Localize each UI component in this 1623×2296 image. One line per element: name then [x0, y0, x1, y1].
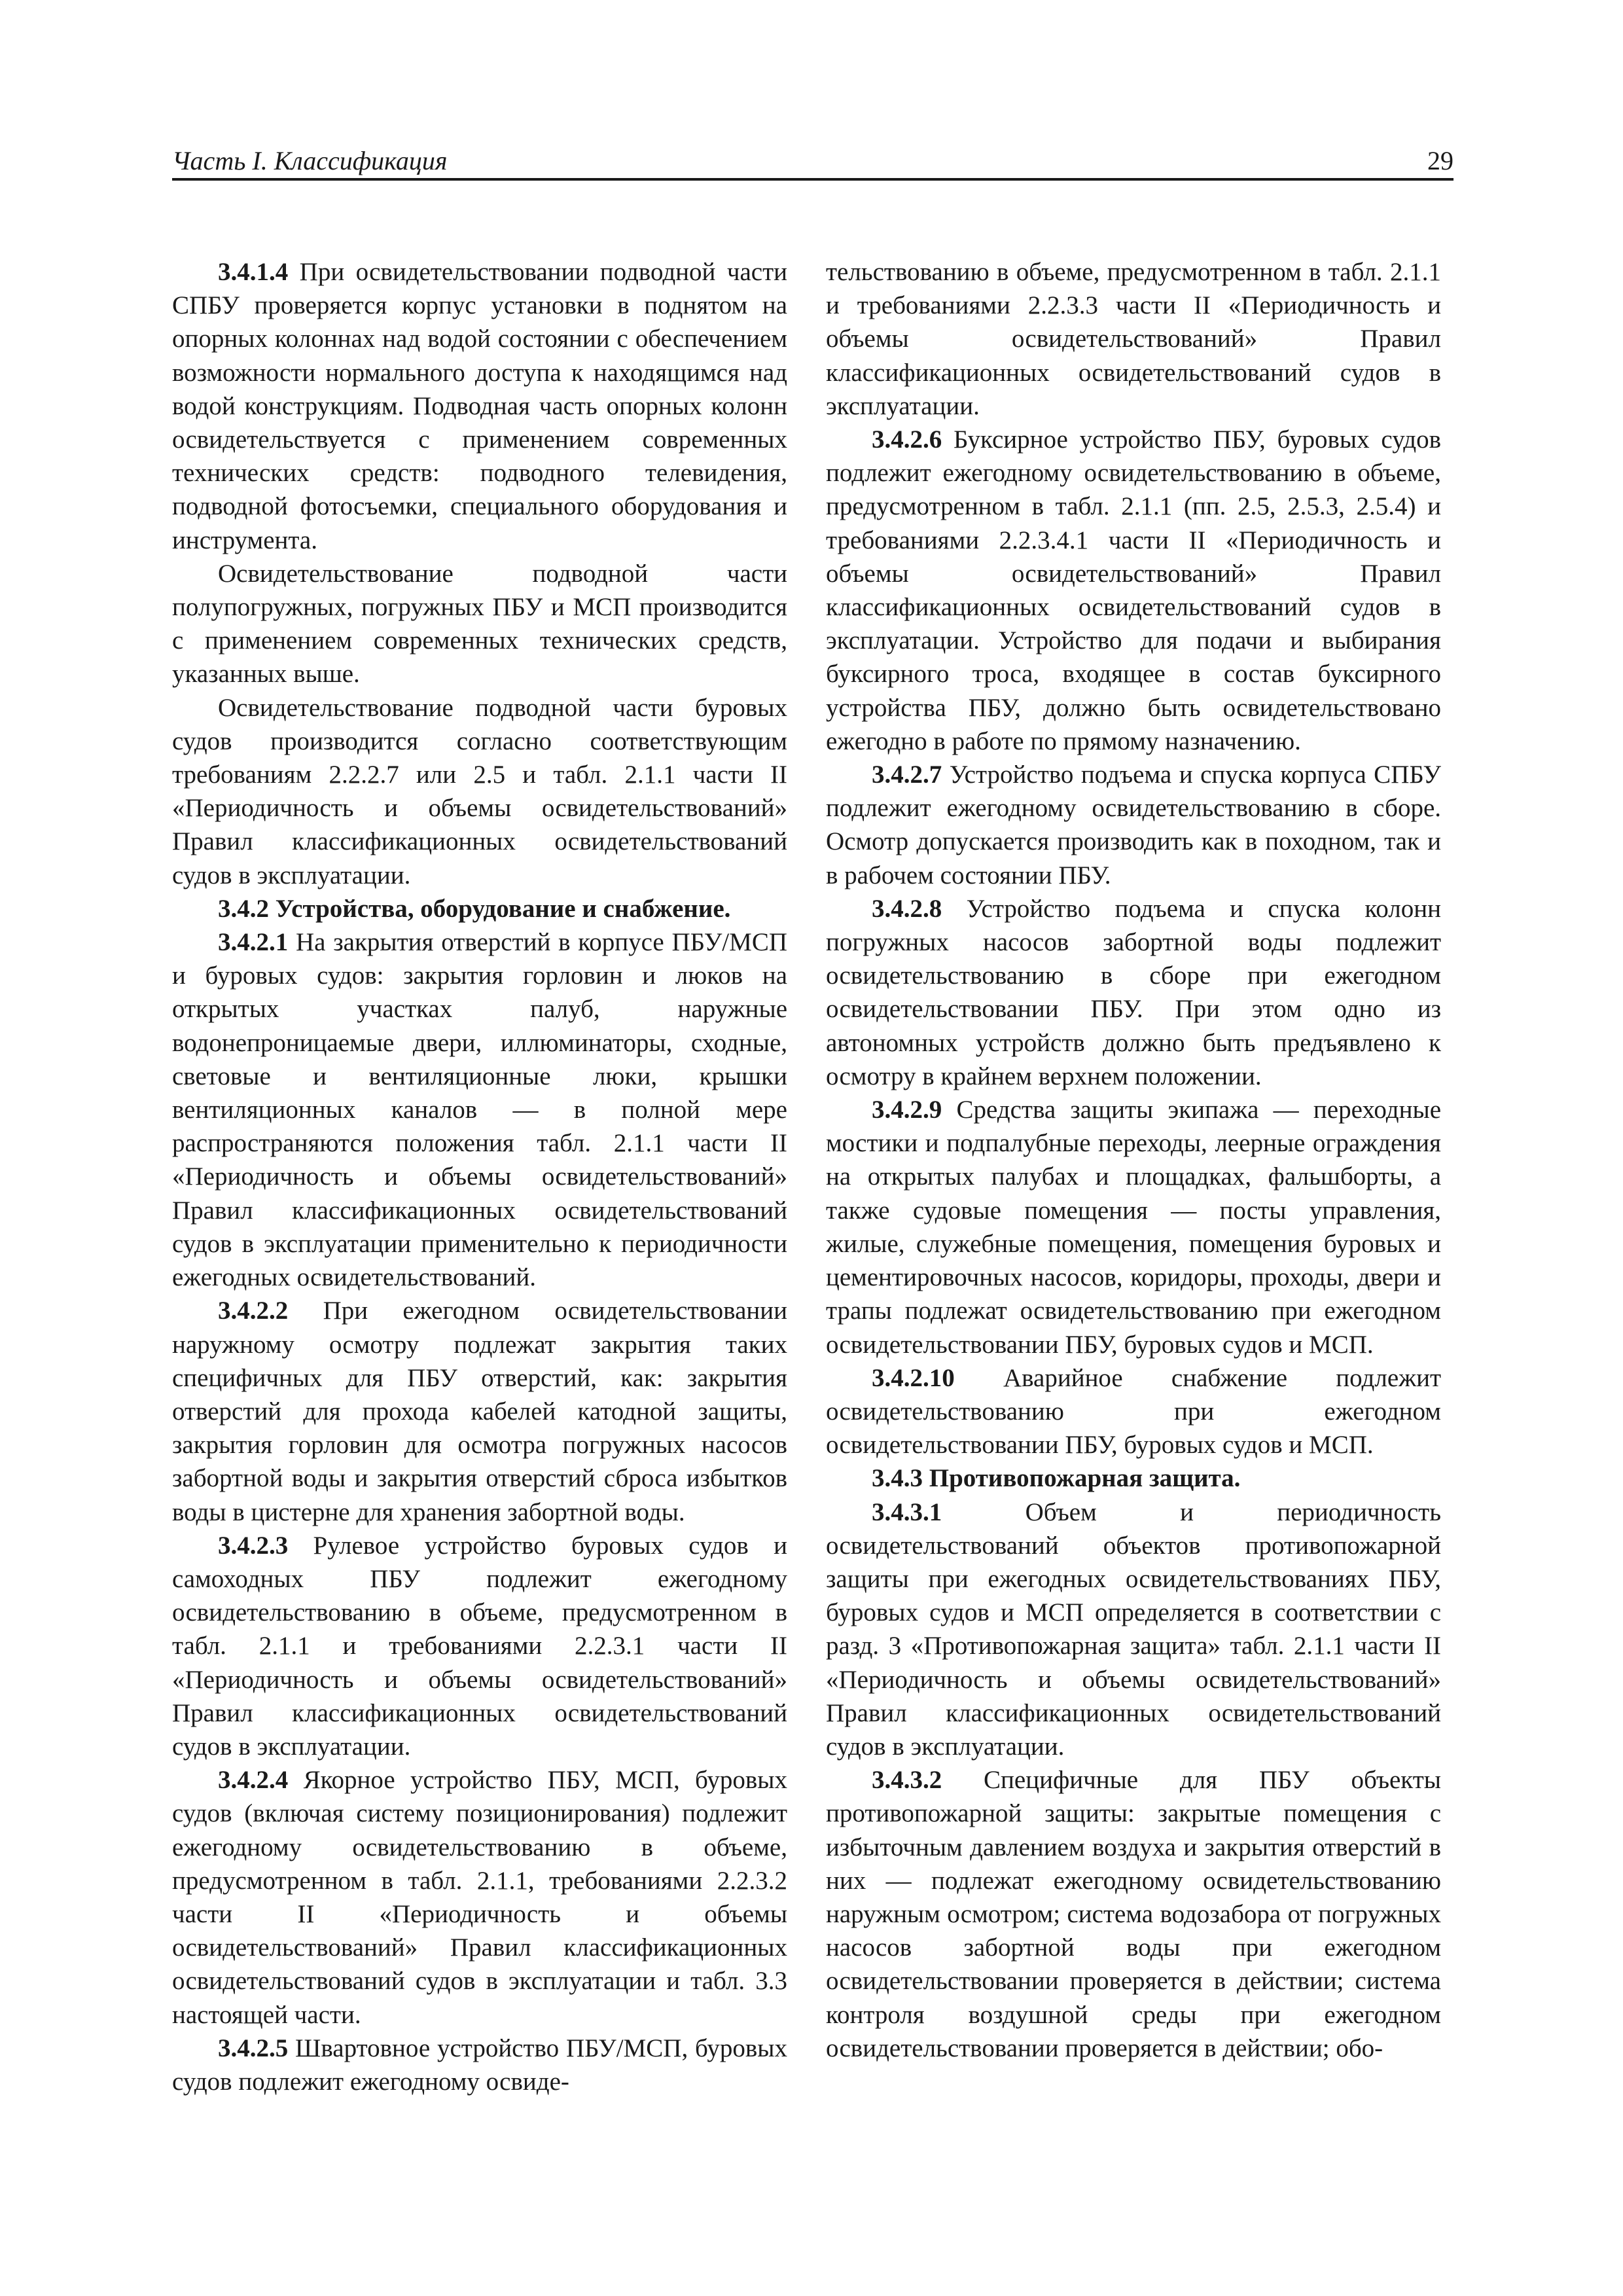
paragraph-text: Рулевое устройство буровых судов и самоходных ПБУ подлежит ежегодному освидетельствованию в объеме, предусмотренном в табл. 2.1.1 и требованиями 2.2.3.1 части II «Периодичность и объемы освидетельствований» Правил классификационных освидетельствований судов в эксплуатации.	[172, 1531, 787, 1761]
clause-number: 3.4.2.10	[872, 1363, 955, 1392]
paragraph-text: Специфичные для ПБУ объекты противопожарной защиты: закрытые помещения с избыточным давлением воздуха и закрытия отверстий в них — подлежат ежегодному освидетельствованию наружным осмотром; система водозабора от погружных насосов забортной воды при ежегодном освидетельствовании проверяется в действии; система контроля воздушной среды при ежегодном освидетельствовании проверяется в действии; обо-	[826, 1766, 1441, 2062]
paragraph-3-4-2-7	[826, 758, 1441, 892]
header-rule	[172, 178, 1454, 181]
clause-number: 3.4.2.7	[872, 761, 942, 789]
paragraph: Освидетельствование подводной части буровых судов производится согласно соответствующим требованиям 2.2.2.7 или 2.5 и табл. 2.1.1 части II «Периодичность и объемы освидетельствований» Правил классификационных освидетельствований судов в эксплуатации.	[172, 693, 787, 889]
right-column	[826, 255, 1441, 2065]
paragraph: Освидетельствование подводной части полупогружных, погружных ПБУ и МСП производится с применением современных технических средств, указанных выше.	[172, 559, 787, 689]
paragraph-3-4-2-1	[172, 925, 787, 1294]
clause-number: 3.4.2.4	[218, 1766, 289, 1795]
running-header	[172, 143, 1454, 179]
clause-number: 3.4.2.3	[218, 1531, 289, 1560]
clause-number: 3.4.2.5	[218, 2034, 289, 2062]
paragraph-text: Устройство подъема и спуска колонн погружных насосов забортной воды подлежит освидетельствованию в сборе при ежегодном освидетельствовании ПБУ. При этом одно из автономных устройств должно быть предъявлено к осмотру в крайнем верхнем положении.	[826, 894, 1441, 1090]
paragraph-3-4-2-9	[826, 1093, 1441, 1361]
paragraph-text: Буксирное устройство ПБУ, буровых судов подлежит ежегодному освидетельствованию в объеме, предусмотренном в табл. 2.1.1 (пп. 2.5, 2.5.3, 2.5.4) и требованиями 2.2.3.4.1 части II «Периодичность и объемы освидетельствований» Правил классификационных освидетельствований судов в эксплуатации. Устройство для подачи и выбирания буксирного троса, входящее в состав буксирного устройства ПБУ, должно быть освидетельствовано ежегодно в работе по прямому назначению.	[826, 425, 1441, 755]
clause-number: 3.4.3.2	[872, 1766, 942, 1795]
paragraph-3-4-2-10	[826, 1361, 1441, 1462]
page-number: 29	[1427, 146, 1454, 175]
paragraph-3-4-2-2	[172, 1294, 787, 1528]
clause-number: 3.4.1.4	[218, 258, 289, 286]
clause-number: 3.4.2.1	[218, 928, 289, 957]
clause-number: 3.4.2.2	[218, 1297, 289, 1325]
paragraph-text: Объем и периодичность освидетельствований объектов противопожарной защиты при ежегодных освидетельствованиях ПБУ, буровых судов и МСП определяется в соответствии с разд. 3 «Противопожарная защита» табл. 2.1.1 части II «Периодичность и объемы освидетельствований» Правил классификационных освидетельствований судов в эксплуатации.	[826, 1498, 1441, 1761]
clause-number: 3.4.2.8	[872, 894, 942, 923]
paragraph-text: Средства защиты экипажа — переходные мостики и подпалубные переходы, леерные ограждения на открытых палубах и площадках, фальшборты, а также судовые помещения — посты управления, жилые, служебные помещения, помещения буровых и цементировочных насосов, коридоры, проходы, двери и трапы подлежат освидетельствованию при ежегодном освидетельствовании ПБУ, буровых судов и МСП.	[826, 1096, 1441, 1359]
paragraph-text: Устройство подъема и спуска корпуса СПБУ подлежит ежегодному освидетельствованию в сборе. Осмотр допускается производить как в походном, так и в рабочем состоянии ПБУ.	[826, 761, 1441, 889]
paragraph-3-4-2-3	[172, 1529, 787, 1763]
paragraph-3-4-2-8	[826, 892, 1441, 1093]
paragraph-3-4-3-2	[826, 1763, 1441, 2065]
paragraph-text: При ежегодном освидетельствовании наружному осмотру подлежат закрытия таких специфичных для ПБУ отверстий, как: закрытия отверстий для прохода кабелей катодной защиты, закрытия горловин для осмотра погружных насосов забортной воды и закрытия отверстий сброса избытков воды в цистерне для хранения забортной воды.	[172, 1297, 787, 1526]
paragraph-text: Аварийное снабжение подлежит освидетельствованию при ежегодном освидетельствовании ПБУ, буровых судов и МСП.	[826, 1363, 1441, 1460]
paragraph-text: На закрытия отверстий в корпусе ПБУ/МСП и буровых судов: закрытия горловин и люков на открытых участках палуб, наружные водонепроницаемые двери, иллюминаторы, сходные, световые и вентиляционные люки, крышки вентиляционных каналов — в полной мере распространяются положения табл. 2.1.1 части II «Периодичность и объемы освидетельствований» Правил классификационных освидетельствований судов в эксплуатации применительно к периодичности ежегодных освидетельствований.	[172, 928, 787, 1292]
paragraph-text: При освидетельствовании подводной части СПБУ проверяется корпус установки в поднятом на опорных колоннах над водой состоянии с обеспечением возможности нормального доступа к находящимся над водой конструкциям. Подводная часть опорных колонн освидетельствуется с применением современных технических средств: подводного телевидения, подводной фотосъемки, специального оборудования и инструмента.	[172, 258, 787, 554]
running-title: Часть I. Классификация	[172, 146, 448, 175]
clause-number: 3.4.3.1	[872, 1498, 942, 1526]
section-heading-3-4-3: 3.4.3 Противопожарная защита.	[872, 1464, 1241, 1493]
paragraph-3-4-2-6	[826, 423, 1441, 758]
paragraph-3-4-1-4	[172, 255, 787, 557]
paragraph-continuation: тельствованию в объеме, предусмотренном в табл. 2.1.1 и требованиями 2.2.3.3 части II «Периодичность и объемы освидетельствований» Правил классификационных освидетельствований судов в эксплуатации.	[826, 258, 1441, 420]
paragraph-3-4-2-5	[172, 2032, 787, 2098]
clause-number: 3.4.2.6	[872, 425, 942, 454]
paragraph-text: Швартовное устройство ПБУ/МСП, буровых судов подлежит ежегодному освиде-	[172, 2034, 787, 2096]
paragraph-3-4-3-1	[826, 1496, 1441, 1764]
clause-number: 3.4.2.9	[872, 1096, 942, 1124]
section-heading-3-4-2: 3.4.2 Устройства, оборудование и снабжение.	[218, 894, 731, 923]
paragraph-text: Якорное устройство ПБУ, МСП, буровых судов (включая систему позиционирования) подлежит ежегодному освидетельствованию в объеме, предусмотренном в табл. 2.1.1, требованиями 2.2.3.2 части II «Периодичность и объемы освидетельствований» Правил классификационных освидетельствований судов в эксплуатации и табл. 3.3 настоящей части.	[172, 1766, 787, 2029]
paragraph-3-4-2-4	[172, 1763, 787, 2032]
left-column	[172, 255, 787, 2098]
